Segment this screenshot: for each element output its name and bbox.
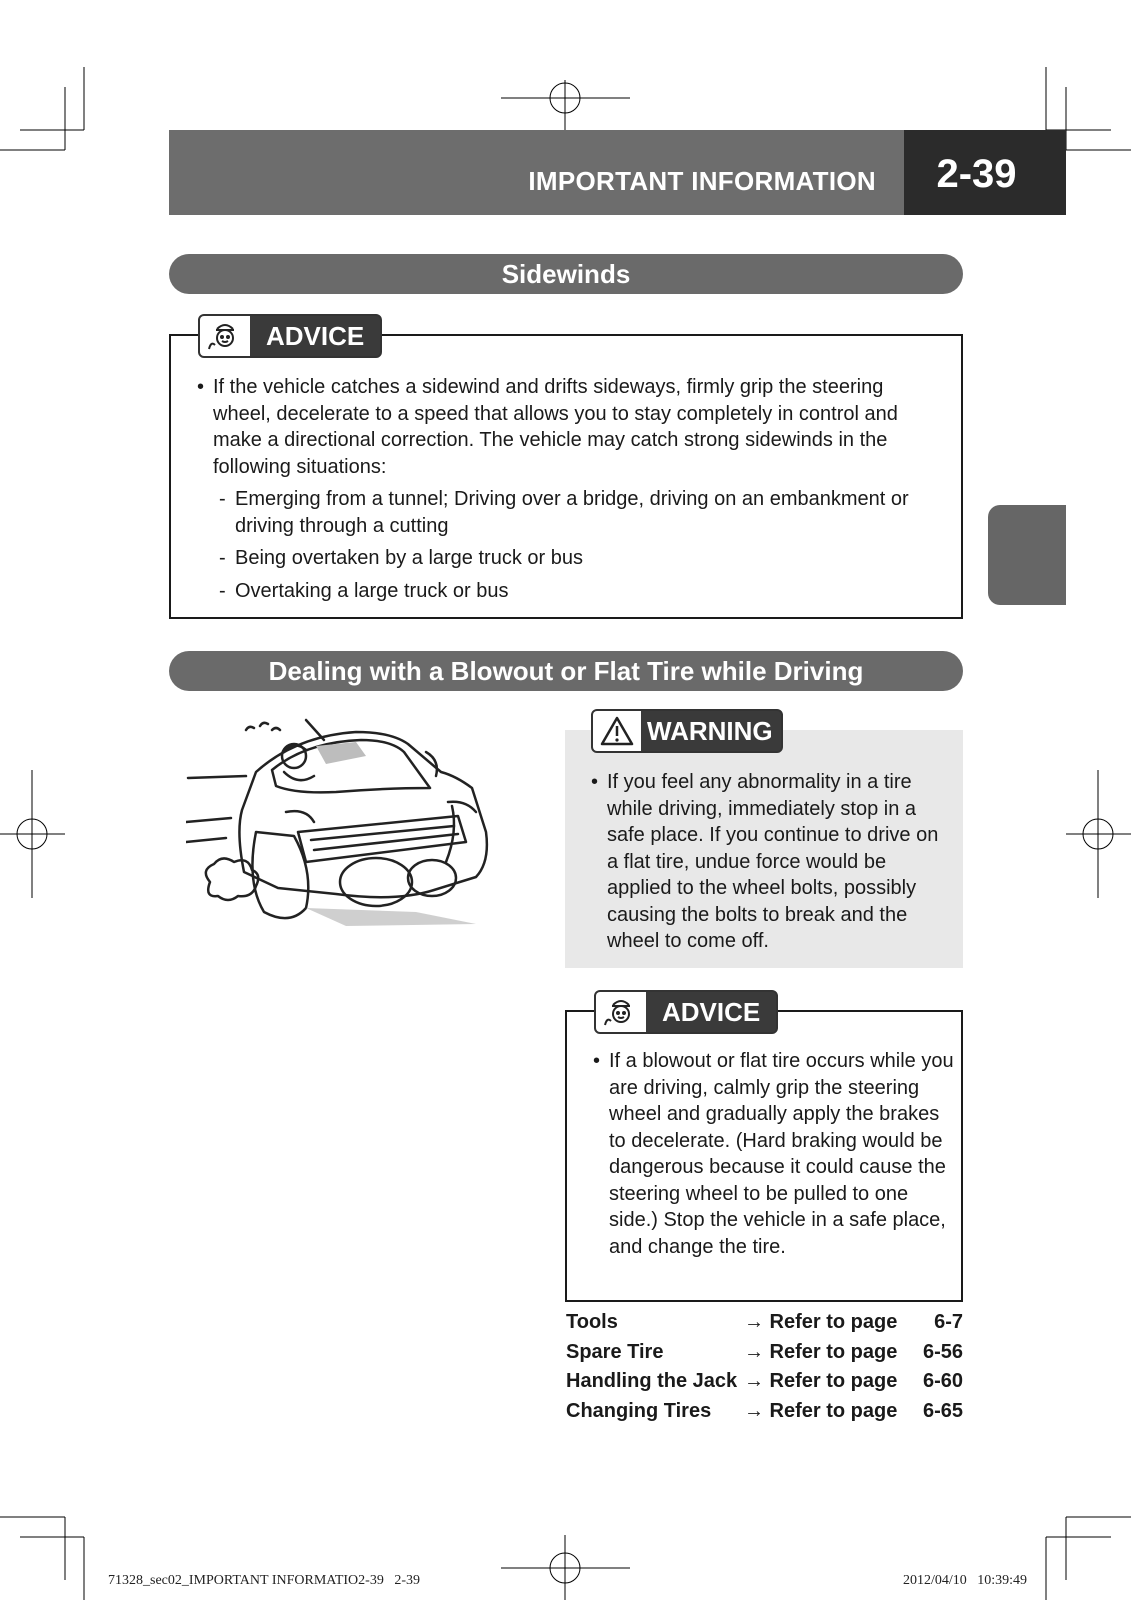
reference-row [566, 1400, 963, 1430]
reference-arrow: → Refer to page [744, 1311, 898, 1333]
blowout-advice-text: • If a blowout or flat tire occurs while you are driving, calmly grip the steering wheel and gradually apply the brakes to decelerate. (Hard braking would be dangerous because it could cause the steering wheel to be pulled to one side.) Stop the vehicle in a safe place, and change the tire. [591, 1048, 954, 1260]
advice-label: ADVICE [266, 320, 365, 351]
reference-row [566, 1341, 963, 1371]
reference-page: 6-7 [934, 1311, 963, 1333]
section-title: IMPORTANT INFORMATION [528, 166, 876, 196]
sidewinds-bullet: • If the vehicle catches a sidewind and drifts sideways, firmly grip the steering wheel, decelerate to a speed that allows you to stay completely in control and make a directional correction. The vehicle may catch strong sidewinds in the following situations: [195, 374, 915, 480]
reference-topic: Spare Tire [566, 1340, 664, 1363]
blowout-advice-box [565, 1010, 963, 1302]
warning-label: WARNING [647, 715, 773, 746]
chapter-thumb-tab [988, 505, 1066, 605]
advice-label: ADVICE [662, 996, 761, 1027]
reference-page: 6-65 [922, 1399, 963, 1422]
warning-triangle-icon [593, 711, 641, 751]
reference-arrow: → Refer to page [744, 1340, 898, 1363]
situation-item: - Being overtaken by a large truck or bus [195, 545, 915, 572]
sidewinds-advice-text [195, 374, 915, 604]
footer-timestamp: 2012/04/10 10:39:49 [903, 1573, 1028, 1588]
sidewinds-advice-box [169, 334, 963, 619]
mechanic-icon [596, 992, 646, 1032]
warning-badge [591, 709, 783, 753]
reference-row [566, 1311, 963, 1341]
reference-arrow: → Refer to page [744, 1370, 898, 1392]
blowout-heading: Dealing with a Blowout or Flat Tire while Driving [169, 651, 963, 691]
reference-topic: Handling the Jack [566, 1370, 738, 1392]
reference-page: 6-60 [922, 1370, 963, 1392]
reference-arrow: → Refer to page [744, 1399, 898, 1422]
car-blowout-illustration [186, 712, 516, 934]
footer-file-info: 71328_sec02_IMPORTANT INFORMATIO2-39 2-39 [108, 1573, 420, 1588]
warning-text: • If you feel any abnormality in a tire while driving, immediately stop in a safe place. If you continue to drive on a flat tire, undue force would be applied to the wheel bolts, possibly causing the bolts to break and the wheel to come off. [589, 769, 947, 955]
reference-topic: Tools [566, 1311, 618, 1333]
page-number: 2-39 [936, 152, 1017, 196]
warning-box [565, 730, 963, 968]
advice-badge [594, 990, 778, 1034]
situation-item: - Emerging from a tunnel; Driving over a bridge, driving on an embankment or driving through a cutting [195, 486, 915, 539]
reference-page: 6-56 [922, 1340, 963, 1363]
reference-topic: Changing Tires [566, 1399, 712, 1422]
reference-list [566, 1311, 963, 1429]
reference-row [566, 1370, 963, 1400]
advice-badge [198, 314, 382, 358]
sidewinds-heading: Sidewinds [169, 254, 963, 294]
mechanic-icon [200, 316, 250, 356]
situation-item: - Overtaking a large truck or bus [195, 578, 915, 605]
